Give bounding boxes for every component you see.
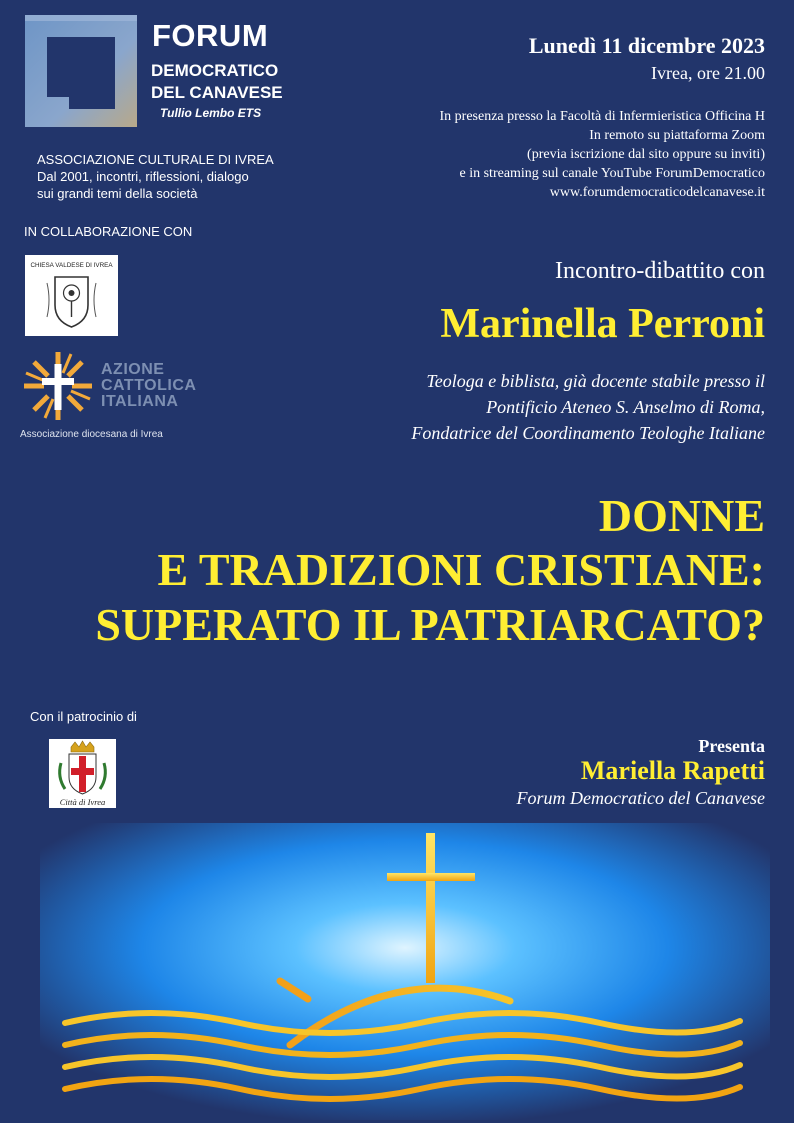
speaker-description-1: Teologa e biblista, già docente stabile presso il	[426, 371, 765, 391]
speaker-description-2: Pontificio Ateneo S. Anselmo di Roma,	[486, 397, 765, 417]
chiesa-valdese-logo	[25, 255, 118, 336]
aci-subtitle: Associazione diocesana di Ivrea	[20, 429, 163, 440]
collaboration-label: IN COLLABORAZIONE CON	[24, 224, 193, 239]
ivrea-coat-of-arms-icon	[49, 739, 116, 808]
organizer-line-2: DEMOCRATICO	[151, 61, 279, 80]
svg-text:CHIESA VALDESE DI IVREA: CHIESA VALDESE DI IVREA	[30, 262, 113, 269]
presence-line-1: In presenza presso la Facoltà di Infermieristica Officina H	[439, 109, 765, 124]
svg-text:Città di Ivrea: Città di Ivrea	[59, 797, 106, 807]
speaker-description-3: Fondatrice del Coordinamento Teologhe Italiane	[411, 423, 765, 443]
speaker-name: Marinella Perroni	[440, 301, 765, 347]
aci-line-3: ITALIANA	[101, 393, 179, 410]
event-title-line-2: E TRADIZIONI CRISTIANE:	[157, 544, 765, 595]
aci-line-1: AZIONE	[101, 361, 165, 378]
aci-line-2: CATTOLICA	[101, 377, 197, 394]
valdese-emblem-icon	[25, 255, 118, 336]
presence-line-3: (previa iscrizione dal sito oppure su inviti)	[527, 147, 765, 162]
organizer-description-3: sui grandi temi della società	[37, 186, 198, 201]
event-title-line-1: DONNE	[598, 490, 765, 541]
organizer-line-4: Tullio Lembo ETS	[160, 106, 262, 120]
citta-di-ivrea-logo	[49, 739, 116, 808]
presenter-name: Mariella Rapetti	[580, 756, 765, 785]
presence-line-2: In remoto su piattaforma Zoom	[589, 128, 765, 143]
presenter-label: Presenta	[698, 736, 765, 756]
presenter-organization: Forum Democratico del Canavese	[516, 788, 765, 808]
organizer-name: FORUM	[152, 18, 269, 53]
organizer-line-3: DEL CANAVESE	[151, 83, 283, 102]
cross-fish-waves-illustration	[40, 823, 770, 1120]
event-intro: Incontro-dibattito con	[555, 258, 765, 284]
patronage-label: Con il patrocinio di	[30, 709, 137, 724]
website-link[interactable]: www.forumdemocraticodelcanavese.it	[549, 185, 765, 200]
event-date: Lunedì 11 dicembre 2023	[528, 33, 765, 58]
organizer-description-2: Dal 2001, incontri, riflessioni, dialogo	[37, 169, 249, 184]
organizer-description-1: ASSOCIAZIONE CULTURALE DI IVREA	[37, 152, 274, 167]
event-title-line-3: SUPERATO IL PATRIARCATO?	[95, 599, 765, 650]
forum-logo	[25, 15, 137, 127]
event-place-time: Ivrea, ore 21.00	[651, 63, 765, 83]
presence-line-4: e in streaming sul canale YouTube ForumDemocratico	[459, 166, 765, 181]
aci-name	[101, 362, 196, 410]
